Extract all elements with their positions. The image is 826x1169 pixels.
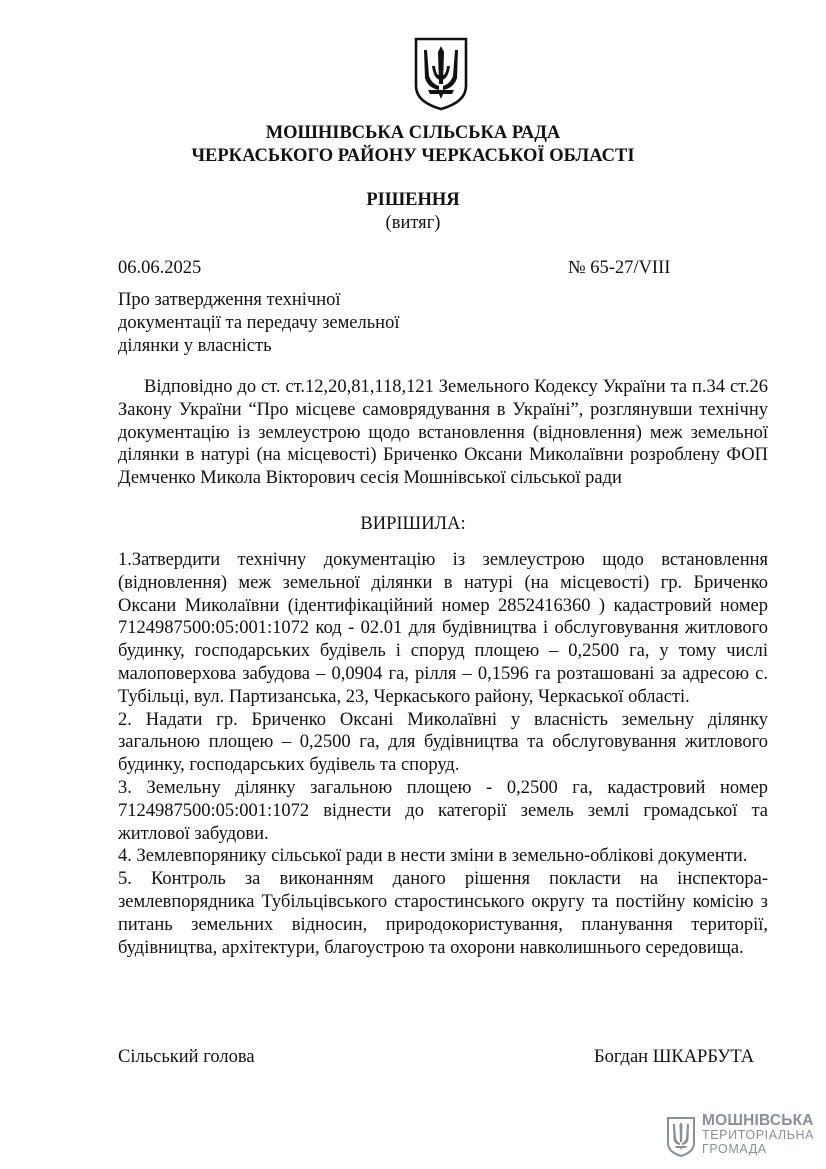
preamble-paragraph: Відповідно до ст. ст.12,20,81,118,121 Земельного Кодексу України та п.34 ст.26 Закону України “Про місцеве самоврядування в Україні”, розглянувши технічну документацію із землеустрою щодо встановлення (відновлення) меж земельної ділянки в натурі (на місцевості) Бриченко Оксани Миколаївни розроблену ФОП Демченко Микола Вікторович сесія Мошнівської сільської ради [118,377,768,489]
document-subtype: (витяг) [385,213,441,233]
trident-shield-icon [666,1116,696,1158]
logo-line-2: ТЕРИТОРІАЛЬНА [702,1128,815,1142]
signatory-title: Сільський голова [118,1047,255,1067]
document-number: № 65-27/VIII [568,258,671,278]
resolution-item-3: 3. Земельну ділянку загальною площею - 0,2500 га, кадастровий номер 7124987500:05:001:1072 віднести до категорії земель землі громадської та житлової забудови. [118,777,768,844]
council-region: ЧЕРКАСЬКОГО РАЙОНУ ЧЕРКАСЬКОЇ ОБЛАСТІ [191,146,635,166]
resolved-heading: ВИРІШИЛА: [360,514,466,534]
resolution-item-2: 2. Надати гр. Бриченко Оксані Миколаївні у власність земельну ділянку загальною площею – 0,2500 га, для будівництва та обслуговування житлового будинку, господарських будівель та споруд. [118,709,768,776]
resolution-item-1: 1.Затвердити технічну документацію із землеустрою щодо встановлення (відновлення) меж земельної ділянки в натурі (на місцевості) гр. Бриченко Оксани Миколаївни (ідентифікаційний номер 2852416360 ) кадастровий номер 7124987500:05:001:1072 код - 02.01 для будівництва і обслуговування житлового будинку, господарських будівель і споруд площею – 0,2500 га, у тому числі малоповерхова забудова – 0,0904 га, рілля – 0,1596 га розташовані за адресою с. Тубільці, вул. Партизанська, 23, Черкаського району, Черкаської області. [118,550,768,707]
document-subject [118,289,399,358]
logo-line-1: МОШНІВСЬКА [702,1112,814,1129]
resolution-item-4: 4. Землевпорянику сільської ради в нести зміни в земельно-облікові документи. [118,846,748,867]
resolution-item-5: 5. Контроль за виконанням даного рішення покласти на інспектора-землевпорядника Тубільцівського старостинського округу та постійну комісію з питань земельних відносин, природокористування, планування території, будівництва, архітектури, благоустрою та охорони навколишнього середовища. [118,869,768,958]
document-date: 06.06.2025 [118,258,202,278]
logo-line-3: ГРОМАДА [702,1142,767,1156]
subject-line: ділянки у власність [118,336,272,356]
subject-line: документації та передачу земельної [118,313,400,333]
signatory-name: Богдан ШКАРБУТА [594,1047,755,1067]
council-name: МОШНІВСЬКА СІЛЬСЬКА РАДА [265,123,561,143]
logo-text [702,1114,814,1156]
document-type: РІШЕННЯ [366,190,460,210]
community-logo [666,1112,815,1164]
trident-coat-of-arms-icon [412,36,470,112]
resolution-items [118,549,768,959]
subject-line: Про затвердження технічної [118,290,341,310]
